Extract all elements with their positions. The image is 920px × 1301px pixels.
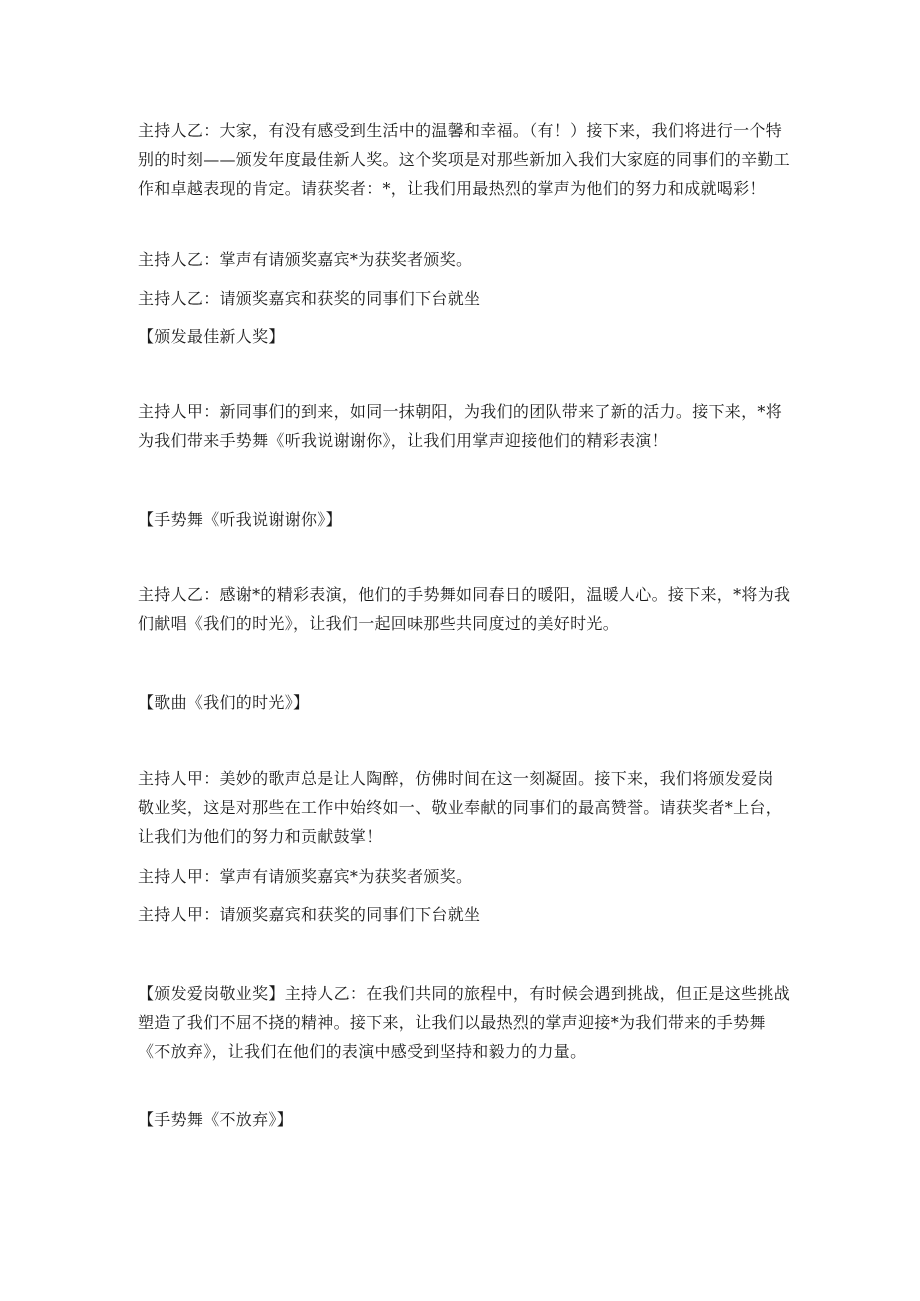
section-heading-song: 【歌曲《我们的时光》】: [138, 693, 310, 712]
paragraph-presenter-invite: 主持人乙：掌声有请颁奖嘉宾*为获奖者颁奖。: [138, 250, 473, 269]
section-heading-never-give-up: 【手势舞《不放弃》】: [138, 1110, 294, 1129]
paragraph-dedication-award-and-dance-intro: 【颁发爱岗敬业奖】主持人乙：在我们共同的旅程中，有时候会遇到挑战，但正是这些挑战塑造了我们不屈不挠的精神。接下来，让我们以最热烈的掌声迎接*为我们带来的手势舞《不放弃》，让我们在他们的表演中感受到坚持和毅力的力量。: [138, 984, 791, 1061]
paragraph-best-newcomer-intro: 主持人乙：大家，有没有感受到生活中的温馨和幸福。（有！）接下来，我们将进行一个特别的时刻——颁发年度最佳新人奖。这个奖项是对那些新加入我们大家庭的同事们的辛勤工作和卓越表现的肯定。请获奖者：*，让我们用最热烈的掌声为他们的努力和成就喝彩！: [138, 121, 791, 198]
section-heading-best-newcomer: 【颁发最佳新人奖】: [138, 327, 285, 346]
paragraph-sign-dance-intro: 主持人甲：新同事们的到来，如同一抹朝阳，为我们的团队带来了新的活力。接下来，*将为我们带来手势舞《听我说谢谢你》，让我们用掌声迎接他们的精彩表演！: [138, 402, 783, 450]
section-heading-sign-dance-thanks: 【手势舞《听我说谢谢你》】: [138, 510, 342, 529]
paragraph-presenter-invite-2: 主持人甲：掌声有请颁奖嘉宾*为获奖者颁奖。: [138, 867, 473, 886]
paragraph-song-intro: 主持人乙：感谢*的精彩表演，他们的手势舞如同春日的暖阳，温暖人心。接下来，*将为我们献唱《我们的时光》，让我们一起回味那些共同度过的美好时光。: [138, 585, 791, 633]
paragraph-seat-request-2: 主持人甲：请颁奖嘉宾和获奖的同事们下台就坐: [138, 905, 481, 924]
paragraph-dedication-award-intro: 主持人甲：美妙的歌声总是让人陶醉，仿佛时间在这一刻凝固。接下来，我们将颁发爱岗敬业奖，这是对那些在工作中始终如一、敬业奉献的同事们的最高赞誉。请获奖者*上台，让我们为他们的努力和贡献鼓掌！: [138, 769, 783, 846]
paragraph-seat-request: 主持人乙：请颁奖嘉宾和获奖的同事们下台就坐: [138, 289, 481, 308]
